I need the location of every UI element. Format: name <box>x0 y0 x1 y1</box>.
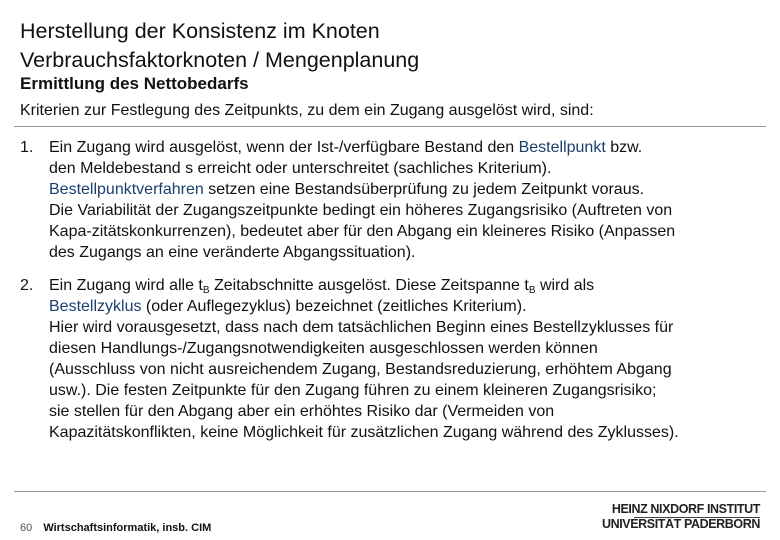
footer-text: Wirtschaftsinformatik, insb. CIM <box>43 522 212 534</box>
text-line <box>49 296 765 317</box>
text-segment: (Ausschluss von nicht ausreichendem Zugang, Bestandsreduzierung, erhöhtem Abgang <box>49 361 672 378</box>
text-segment: (oder Auflegezyklus) bezeichnet (zeitliches Kriterium). <box>141 298 527 315</box>
text-segment: bzw. <box>605 139 643 156</box>
subscript: B <box>528 285 536 296</box>
list-item-body <box>49 275 765 443</box>
text-line <box>49 338 765 359</box>
text-segment: des Zugangs an eine veränderte Abgangssituation). <box>49 244 416 261</box>
text-line <box>49 179 765 200</box>
list-item <box>20 137 765 263</box>
text-line <box>49 221 765 242</box>
list-item-number: 1. <box>20 139 34 156</box>
text-segment: sie stellen für den Abgang aber ein erhöhtes Risiko dar (Vermeiden von <box>49 403 555 420</box>
text-segment: Ein Zugang wird ausgelöst, wenn der Ist-/verfügbare Bestand den <box>49 139 519 156</box>
text-segment: Hier wird vorausgesetzt, dass nach dem tatsächlichen Beginn eines Bestellzyklusses für <box>49 319 674 336</box>
text-line <box>49 317 765 338</box>
text-line <box>49 200 765 221</box>
text-line <box>49 137 765 158</box>
text-segment: wird als <box>535 277 595 294</box>
text-segment: den Meldebestand s erreicht oder unterschreitet (sachliches Kriterium). <box>49 160 552 177</box>
text-segment: Zeitabschnitte ausgelöst. Diese Zeitspanne t <box>209 277 529 294</box>
institute-logo <box>602 502 760 532</box>
highlighted-term: Bestellpunktverfahren <box>49 181 204 198</box>
divider-top <box>14 126 766 127</box>
text-segment: usw.). Die festen Zeitpunkte für den Zugang führen zu einem kleineren Zugangsrisiko; <box>49 382 657 399</box>
text-segment: Die Variabilität der Zugangszeitpunkte bedingt ein höheres Zugangsrisiko (Auftreten von <box>49 202 673 219</box>
subscript: B <box>202 285 210 296</box>
slide-subtitle: Ermittlung des Nettobedarfs <box>20 74 249 93</box>
footer <box>20 521 211 535</box>
text-segment: Kapa-zitätskonkurrenzen), bedeutet aber für den Abgang ein kleineres Risiko (Anpassen <box>49 223 676 240</box>
text-line <box>49 359 765 380</box>
title-line-1: Herstellung der Konsistenz im Knoten <box>20 19 380 43</box>
list-item-body <box>49 137 765 263</box>
text-line <box>49 380 765 401</box>
text-line <box>49 422 765 443</box>
page-number: 60 <box>20 522 33 534</box>
title-line-2: Verbrauchsfaktorknoten / Mengenplanung <box>20 48 420 72</box>
text-segment: setzen eine Bestandsüberprüfung zu jedem Zeitpunkt voraus. <box>203 181 645 198</box>
text-line <box>49 242 765 263</box>
highlighted-term: Bestellpunkt <box>518 139 606 156</box>
logo-divider <box>634 517 760 518</box>
divider-bottom <box>14 491 766 492</box>
text-line <box>49 401 765 422</box>
text-line <box>49 275 765 296</box>
logo-line-2: UNIVERSITÄT PADERBORN <box>601 517 760 531</box>
text-segment: Ein Zugang wird alle t <box>49 277 203 294</box>
text-segment: Kapazitätskonflikten, keine Möglichkeit für zusätzlichen Zugang während des Zyklusses). <box>49 424 679 441</box>
text-segment: diesen Handlungs-/Zugangsnotwendigkeiten ausgeschlossen werden können <box>49 340 598 357</box>
list-item <box>20 275 765 443</box>
slide-title <box>20 17 419 75</box>
intro-text: Kriterien zur Festlegung des Zeitpunkts, zu dem ein Zugang ausgelöst wird, sind: <box>20 102 594 119</box>
text-line <box>49 158 765 179</box>
list-item-number: 2. <box>20 277 34 294</box>
highlighted-term: Bestellzyklus <box>49 298 142 315</box>
logo-line-1: HEINZ NIXDORF INSTITUT <box>611 502 760 516</box>
